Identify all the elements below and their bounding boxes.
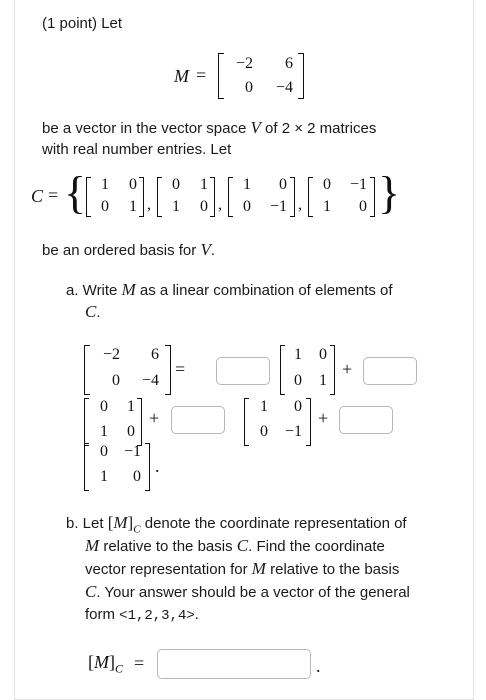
part-b-line3 bbox=[85, 558, 399, 581]
c-symbol: C bbox=[85, 302, 97, 321]
comma: , bbox=[147, 196, 151, 213]
right-bracket bbox=[137, 398, 142, 446]
right-bracket bbox=[298, 53, 304, 99]
right-bracket bbox=[330, 345, 335, 395]
basis3-entry: 0 bbox=[279, 176, 287, 193]
basis2-entry: 1 bbox=[200, 176, 208, 193]
m-entry-22: −4 bbox=[141, 372, 159, 389]
basis-c-label: C bbox=[31, 186, 44, 206]
comma: , bbox=[218, 196, 222, 213]
period: . bbox=[194, 606, 199, 623]
text-part: be an ordered basis for bbox=[42, 242, 197, 259]
c-symbol: C bbox=[85, 582, 97, 601]
period: . bbox=[96, 304, 101, 321]
problem-card bbox=[14, 0, 474, 700]
m-entry-22: −4 bbox=[275, 79, 293, 96]
part-b-line4 bbox=[85, 581, 410, 604]
period: . bbox=[210, 242, 215, 259]
text-part: form bbox=[85, 606, 115, 623]
matrix-m-label: M bbox=[174, 66, 189, 86]
v-symbol: V bbox=[200, 240, 211, 259]
basis2-entry: 0 bbox=[172, 176, 180, 193]
basis1-entry: 0 bbox=[294, 372, 302, 389]
coordinate-vector-input[interactable] bbox=[157, 649, 311, 679]
m-symbol: M bbox=[121, 280, 136, 299]
basis2-entry: 0 bbox=[100, 398, 108, 415]
basis3-entry: 1 bbox=[260, 398, 268, 415]
basis1-entry: 0 bbox=[101, 198, 109, 215]
basis1-entry: 1 bbox=[294, 346, 302, 363]
open-brace: { bbox=[64, 167, 87, 218]
basis1-entry: 1 bbox=[319, 372, 327, 389]
basis3-entry: −1 bbox=[284, 423, 302, 440]
text-part: a. Write bbox=[66, 282, 118, 299]
text-part: b. Let bbox=[66, 515, 104, 532]
period: . bbox=[316, 656, 321, 676]
part-b-line2 bbox=[85, 535, 385, 558]
m-entry-11: −2 bbox=[102, 346, 120, 363]
basis2-entry: 0 bbox=[200, 198, 208, 215]
basis2-entry: 1 bbox=[100, 423, 108, 440]
plus-sign: + bbox=[342, 359, 353, 379]
basis3-entry: 1 bbox=[243, 176, 251, 193]
part-a-text-line2 bbox=[85, 301, 101, 324]
vector-space-text bbox=[42, 117, 376, 140]
v-symbol: V bbox=[250, 118, 261, 137]
m-entry-11: −2 bbox=[235, 55, 253, 72]
m-entry-21: 0 bbox=[112, 372, 120, 389]
c-subscript: C bbox=[115, 661, 124, 676]
basis2-entry: 1 bbox=[127, 398, 135, 415]
basis4-entry: −1 bbox=[349, 176, 367, 193]
plus-sign: + bbox=[149, 408, 160, 428]
text-part: denote the coordinate representation of bbox=[144, 515, 407, 532]
text-part: of 2 × 2 matrices bbox=[265, 120, 377, 137]
left-bracket bbox=[84, 345, 90, 395]
answer-label: $[M]_C$ bbox=[88, 652, 124, 676]
text-part: as a linear combination of elements of bbox=[139, 282, 393, 299]
real-entries-text: with real number entries. Let bbox=[42, 141, 232, 158]
basis2-entry: 1 bbox=[172, 198, 180, 215]
basis3-entry: 0 bbox=[243, 198, 251, 215]
comma: , bbox=[298, 196, 302, 213]
basis4-entry: 0 bbox=[100, 443, 108, 460]
basis1-entry: 1 bbox=[129, 198, 137, 215]
m-symbol: M bbox=[251, 559, 266, 578]
text-part: . Find the coordinate bbox=[248, 538, 385, 555]
text-part: relative to the basis bbox=[103, 538, 233, 555]
basis3-entry: 0 bbox=[294, 398, 302, 415]
right-bracket bbox=[290, 177, 295, 217]
equals-sign: = bbox=[134, 653, 145, 673]
coefficient-4-input[interactable] bbox=[339, 406, 393, 434]
equals-sign: = bbox=[175, 359, 186, 379]
basis4-entry: 0 bbox=[323, 176, 331, 193]
part-b-line5 bbox=[85, 604, 199, 627]
text-part: be a vector in the vector space bbox=[42, 120, 247, 137]
right-bracket bbox=[145, 443, 150, 491]
ordered-basis-text bbox=[42, 239, 215, 262]
period: . bbox=[155, 456, 160, 476]
c-subscript: C bbox=[133, 523, 141, 536]
m-entry-12: 6 bbox=[285, 55, 293, 72]
basis1-entry: 0 bbox=[319, 346, 327, 363]
basis4-entry: 1 bbox=[323, 198, 331, 215]
coefficient-1-input[interactable] bbox=[216, 357, 270, 385]
m-symbol: M bbox=[94, 652, 109, 672]
basis1-entry: 1 bbox=[101, 176, 109, 193]
text-part: relative to the basis bbox=[270, 561, 400, 578]
basis4-entry: 0 bbox=[359, 198, 367, 215]
m-entry-21: 0 bbox=[245, 79, 253, 96]
basis1-entry: 0 bbox=[129, 176, 137, 193]
text-part: . Your answer should be a vector of the general bbox=[96, 584, 410, 601]
c-symbol: C bbox=[236, 536, 249, 555]
right-bracket bbox=[139, 177, 144, 217]
m-symbol: M bbox=[85, 536, 100, 555]
basis4-entry: 0 bbox=[133, 468, 141, 485]
part-a-text bbox=[66, 279, 393, 302]
format-example: <1,2,3,4> bbox=[119, 608, 195, 624]
m-entry-12: 6 bbox=[151, 346, 159, 363]
right-bracket bbox=[165, 345, 171, 395]
right-bracket bbox=[306, 398, 311, 446]
right-bracket bbox=[210, 177, 215, 217]
coefficient-2-input[interactable] bbox=[363, 357, 417, 385]
coefficient-3-input[interactable] bbox=[171, 406, 225, 434]
right-bracket bbox=[370, 177, 375, 217]
basis-equals-sign: = bbox=[48, 185, 59, 205]
text-part: vector representation for bbox=[85, 561, 248, 578]
left-bracket bbox=[218, 53, 224, 99]
part-b-line1: b. Let $[M]_C$ denote the coordinate representation of bbox=[66, 513, 407, 536]
basis3-entry: −1 bbox=[269, 198, 287, 215]
equals-sign: = bbox=[196, 65, 207, 85]
plus-sign: + bbox=[318, 408, 329, 428]
basis4-entry: −1 bbox=[123, 443, 141, 460]
basis4-entry: 1 bbox=[100, 468, 108, 485]
basis2-entry: 0 bbox=[127, 423, 135, 440]
problem-header: (1 point) Let bbox=[42, 15, 123, 32]
close-brace: } bbox=[378, 167, 401, 218]
basis3-entry: 0 bbox=[260, 423, 268, 440]
m-symbol: M bbox=[113, 513, 128, 532]
